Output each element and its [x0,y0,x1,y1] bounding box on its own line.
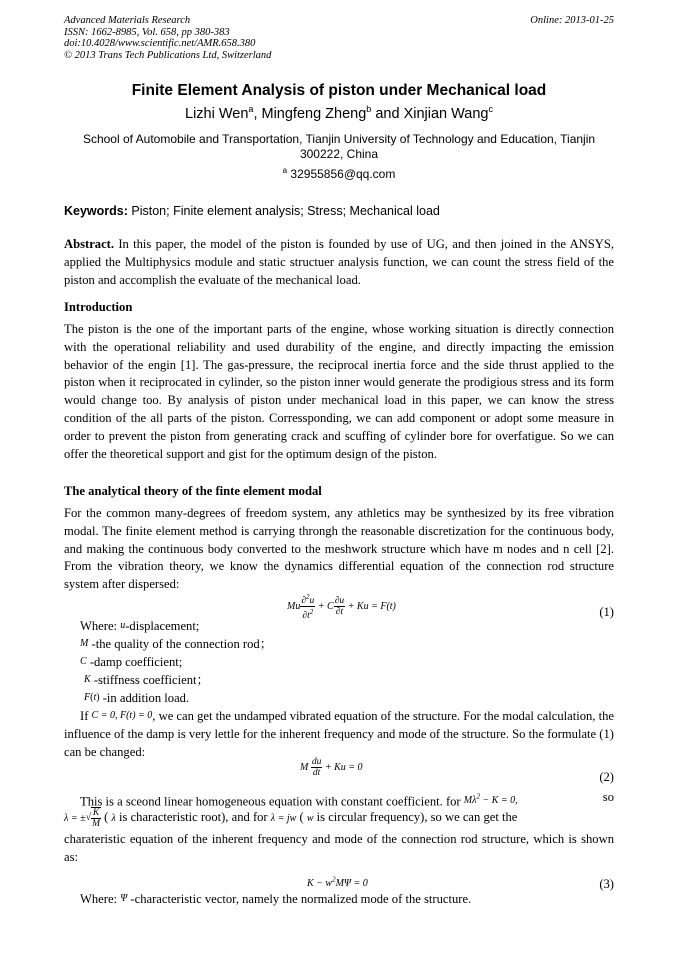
if-paragraph-text: , we can get the undamped vibrated equation of the structure. For the modal calculation, the influence of the damp is very lettle for the inherent frequency and mode of the structure. So the formulate (1) can be changed: [64,709,614,759]
equation-number: (2) [599,770,614,784]
theory-paragraph: For the common many-degrees of freedom system, any athletics may be synthesized by its free vibration modal. The finite element method is carrying throngh the reasonable discretization for the continuous body, and making the continuous body converted to the meshwork structure which have m nodes and n cell [2]. From the vibration theory, we know the dynamics differential equation of the connection rod structure system after dispersed: [64,506,614,592]
this-paragraph-line2: λ = ±√ $\frac{K}{M}$ ( λ is characteristic root), and for λ = jw ( w is circular frequency), so we can get the [64,807,518,829]
abstract [64,236,614,289]
section-heading: Introduction [64,300,133,314]
where-label: Where: [80,892,118,906]
equation-number: (3) [599,877,614,891]
where-item: M -the quality of the connection rod； [80,637,273,651]
paragraph-text: is circular frequency), so we can get the [316,810,518,824]
abstract-label: Abstract. [64,237,115,251]
where-desc: -damp coefficient; [89,655,183,669]
if-paragraph: If C = 0, F(t) = 0, we can get the undamped vibrated equation of the structure. For the modal calculation, the influence of the damp is very lettle for the inherent frequency and mode of the structure. So the formulate (1) can be changed: [64,709,614,759]
where-item: Where: u-displacement; [80,619,200,633]
abstract-text: In this paper, the model of the piston is founded by use of UG, and then joined in the ANSYS, applied the Multiphysics module and static structuer analysis function, we can count the stress field of the piston and accomplish the evaluate of the mechanical load. [64,237,615,287]
intro-paragraph: The piston is the one of the important parts of the engine, whose working situation is directly connection with the operational reliability and used durability of the engine, and directly impacting the emission behavior of the engin [1]. The gas-pressure, the reciprocal inertia force and the side thrust applied to the piston when it reciprocated in cylinder, so the piston inner would generate the prodigious stress and its form would change too. By analysis of piston under mechanical load in this paper, we can know the stress condition of the all parts of the piston. Corressponding, we can add component or adopt some measure in order to prevent the piston from generating crack and scuffing of cylinder bore for overfatigue. So we can offer the theoretical support and gist for the optimum design of the piston. [64,322,614,461]
if-word: If [80,709,89,723]
online-date: Online: 2013-01-25 [530,15,614,26]
author-name: Mingfeng Zheng [261,105,367,122]
author-conjunction: and [375,105,400,122]
paragraph-text: so [602,790,614,804]
author-name: Lizhi Wen [185,105,249,122]
issn-line: ISSN: 1662-8985, Vol. 658, pp 380-383 [64,26,230,38]
email-mark: a [282,166,288,175]
where-item: F(t) -in addition load. [84,691,190,705]
doi-line: doi:10.4028/www.scientific.net/AMR.658.380 [64,38,256,49]
author-affil-mark: b [366,104,372,114]
equation-2: M $\frac{du}{dt}$ + Ku = 0 [300,757,363,778]
where-desc: -displacement; [125,619,200,633]
paragraph-text: is characteristic root), and for [119,810,268,824]
author-list: Lizhi Wen$^a$, Mingfeng Zheng$^b$ and Xinjian Wang$^c$ [185,104,493,122]
copyright-line: © 2013 Trans Tech Publications Ltd, Switzerland [64,49,272,61]
equation-1: Mu $\frac{\partial^2u}{\partial t^2}$ + C $\frac{\partial u}{\partial t}$ + Ku = F(t) [287,593,396,622]
author-affil-mark: a [248,104,254,114]
paragraph-text: This is a sceond linear homogeneous equation with constant coefficient. for [80,794,461,809]
equation-3: $K - w^2M\Psi = 0$ [307,876,368,890]
email-address: 32955856@qq.com [290,167,396,181]
affiliation [0,132,678,162]
keywords-label: Keywords: [64,204,128,218]
paragraph-text: ( [104,810,109,824]
journal-name: Advanced Materials Research [64,15,191,26]
section-heading: The analytical theory of the finte element modal [64,484,322,498]
keywords-text: Piston; Finite element analysis; Stress; Mechanical load [131,204,440,218]
where-label: Where: [80,619,118,633]
this-paragraph-line1: This is a sceond linear homogeneous equation with constant coefficient. for $M\lambda^2 - K = 0$, [80,793,518,809]
equation-number: (1) [599,605,614,619]
affiliation-line: School of Automobile and Transportation, Tianjin University of Technology and Education, Tianjin [82,132,596,146]
paragraph-text: ( [299,810,304,824]
keywords [64,204,440,218]
where-desc: -in addition load. [102,691,190,705]
where-item: C -damp coefficient; [80,655,183,669]
where-desc: -characteristic vector, namely the normalized mode of the structure. [130,892,472,906]
author-email [0,166,678,181]
where-desc: -stiffness coefficient； [93,673,210,687]
author-affil-mark: c [488,104,493,114]
this-paragraph-rest: charateristic equation of the inherent frequency and mode of the connection rod structure, which is shown as: [64,832,614,864]
where-desc: -the quality of the connection rod； [91,637,273,651]
paper-title: Finite Element Analysis of piston under Mechanical load [131,82,547,99]
journal-header [64,15,271,61]
affiliation-line: 300222, China [299,147,379,161]
where-item: Where: Ψ -characteristic vector, namely the normalized mode of the structure. [80,892,472,906]
where-item: K -stiffness coefficient； [84,673,210,687]
author-name: Xinjian Wang [403,105,489,122]
